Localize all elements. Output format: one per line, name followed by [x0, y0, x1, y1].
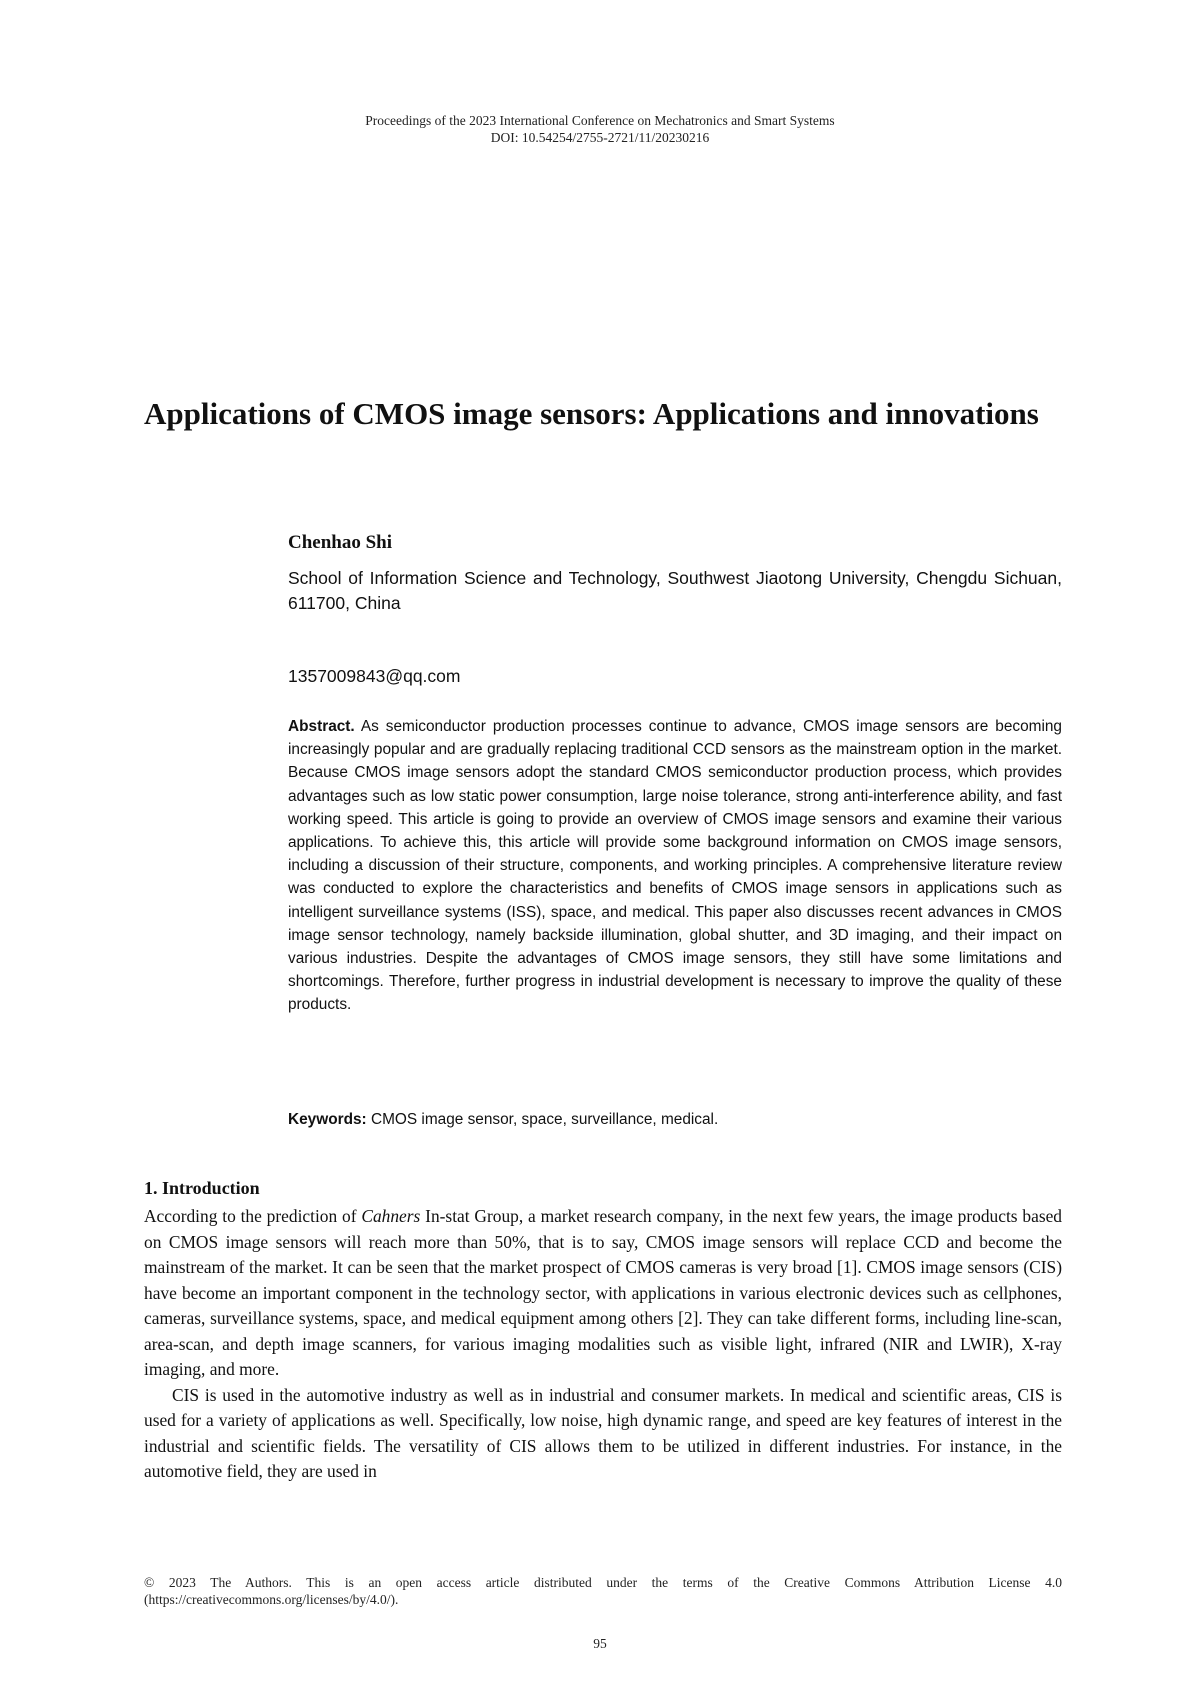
proceedings-line: Proceedings of the 2023 International Conference on Mechatronics and Smart Systems [365, 113, 835, 128]
intro-paragraph-2: CIS is used in the automotive industry as well as in industrial and consumer markets. In medical and scientific areas, CIS is used for a variety of applications as well. Specifically, low noise, high dynamic range, and speed are key features of interest in the industrial and scientific fields. The versatility of CIS allows them to be utilized in different industries. For instance, in the automotive field, they are used in [144, 1384, 1062, 1481]
license-footnote: © 2023 The Authors. This is an open access article distributed under the terms of the Creative Commons Attribution License 4.0 (https://creativecommons.org/licenses/by/4.0/). [144, 1575, 1062, 1607]
intro-p1-start: According to the prediction of [144, 1206, 362, 1226]
introduction-body [144, 1204, 1062, 1485]
paper-title: Applications of CMOS image sensors: Applications and innovations [144, 396, 1039, 431]
page-number: 95 [593, 1636, 607, 1651]
doi-line: DOI: 10.54254/2755-2721/11/20230216 [490, 130, 710, 145]
keywords-label: Keywords: [288, 1111, 367, 1128]
author-email[interactable]: 1357009843@qq.com [288, 666, 461, 686]
intro-paragraph-1 [144, 1204, 1062, 1383]
keywords-text: CMOS image sensor, space, surveillance, medical. [370, 1111, 719, 1128]
author-name: Chenhao Shi [288, 532, 393, 553]
author-affiliation: School of Information Science and Technology, Southwest Jiaotong University, Chengdu Sichuan, 611700, China [288, 568, 1062, 613]
abstract [288, 715, 1062, 1017]
section-heading-introduction: 1. Introduction [144, 1178, 260, 1198]
keywords [288, 1111, 718, 1129]
intro-p1-italic: Cahners [361, 1206, 421, 1226]
running-header [0, 112, 1200, 146]
abstract-label: Abstract. [288, 718, 355, 735]
abstract-text: As semiconductor production processes continue to advance, CMOS image sensors are becoming increasingly popular and are gradually replacing traditional CCD sensors as the mainstream option in the market. Because CMOS image sensors adopt the standard CMOS semiconductor production process, which provides advantages such as low static power consumption, large noise tolerance, strong anti-interference ability, and fast working speed. This article is going to provide an overview of CMOS image sensors and examine their various applications. To achieve this, this article will provide some background information on CMOS image sensors, including a discussion of their structure, components, and working principles. A comprehensive literature review was conducted to explore the characteristics and benefits of CMOS image sensors in applications such as intelligent surveillance systems (ISS), space, and medical. This paper also discusses recent advances in CMOS image sensor technology, namely backside illumination, global shutter, and 3D imaging, and their impact on various industries. Despite the advantages of CMOS image sensors, they still have some limitations and shortcomings. Therefore, further progress in industrial development is necessary to improve the quality of these products. [288, 718, 1062, 1014]
intro-p1-rest: In-stat Group, a market research company, in the next few years, the image products based on CMOS image sensors will reach more than 50%, that is to say, CMOS image sensors will replace CCD and become the mainstream of the market. It can be seen that the market prospect of CMOS cameras is very broad [1]. CMOS image sensors (CIS) have become an important component in the technology sector, with applications in various electronic devices such as cellphones, cameras, surveillance systems, space, and medical equipment among others [2]. They can take different forms, including line-scan, area-scan, and depth image scanners, for various imaging modalities such as visible light, infrared (NIR and LWIR), X-ray imaging, and more. [144, 1206, 1063, 1379]
